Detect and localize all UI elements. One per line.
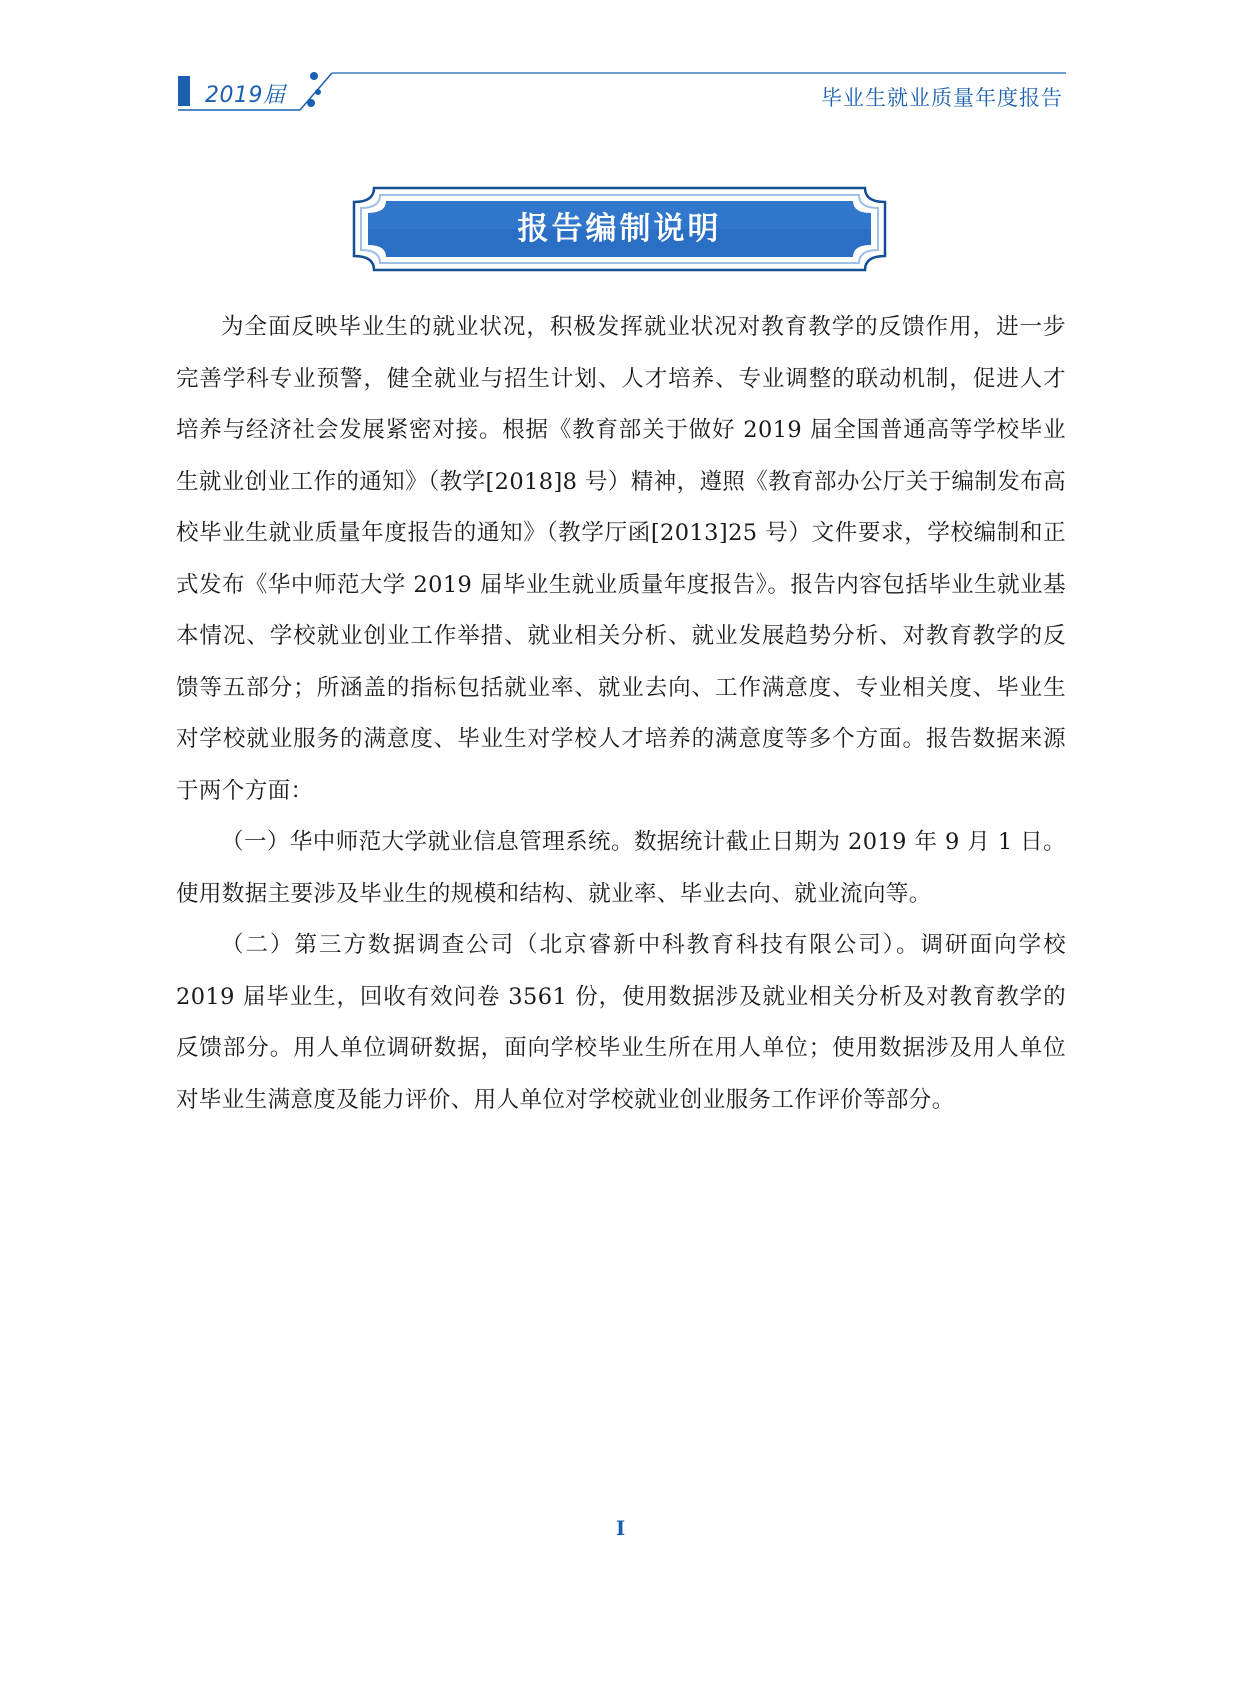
section-title-banner: [352, 186, 887, 272]
paragraph-data-source-1: （一）华中师范大学就业信息管理系统。数据统计截止日期为 2019 年 9 月 1 日。使用数据主要涉及毕业生的规模和结构、就业率、毕业去向、就业流向等。: [176, 829, 1066, 907]
paragraph-data-source-2: （二）第三方数据调查公司（北京睿新中科教育科技有限公司）。调研面向学校 2019 届毕业生，回收有效问卷 3561 份，使用数据涉及就业相关分析及对教育教学的反馈部分。用人单位调研数据，面向学校毕业生所在用人单位；使用数据涉及用人单位对毕业生满意度及能力评价、用人单位对学校就业创业服务工作评价等部分。: [176, 932, 1066, 1113]
header-year-label: 2019届: [205, 83, 286, 108]
paragraph-intro: 为全面反映毕业生的就业状况，积极发挥就业状况对教育教学的反馈作用，进一步完善学科专业预警，健全就业与招生计划、人才培养、专业调整的联动机制，促进人才培养与经济社会发展紧密对接。根据《教育部关于做好 2019 届全国普通高等学校毕业生就业创业工作的通知》（教学[2018]8 号）精神，遵照《教育部办公厅关于编制发布高校毕业生就业质量年度报告的通知》（教学厅函[2013]25 号）文件要求，学校编制和正式发布《华中师范大学 2019 届毕业生就业质量年度报告》。报告内容包括毕业生就业基本情况、学校就业创业工作举措、就业相关分析、就业发展趋势分析、对教育教学的反馈等五部分；所涵盖的指标包括就业率、就业去向、工作满意度、专业相关度、毕业生对学校就业服务的满意度、毕业生对学校人才培养的满意度等多个方面。报告数据来源于两个方面：: [176, 314, 1066, 804]
running-header: [0, 0, 1241, 120]
page-number: I: [615, 1516, 626, 1540]
header-dot-icon: [307, 99, 315, 107]
section-title: 报告编制说明: [517, 211, 722, 247]
header-dot-icon: [310, 72, 318, 80]
header-dot-icon: [315, 89, 321, 95]
header-report-title: 毕业生就业质量年度报告: [821, 86, 1063, 110]
report-description-body: [176, 302, 1066, 1126]
